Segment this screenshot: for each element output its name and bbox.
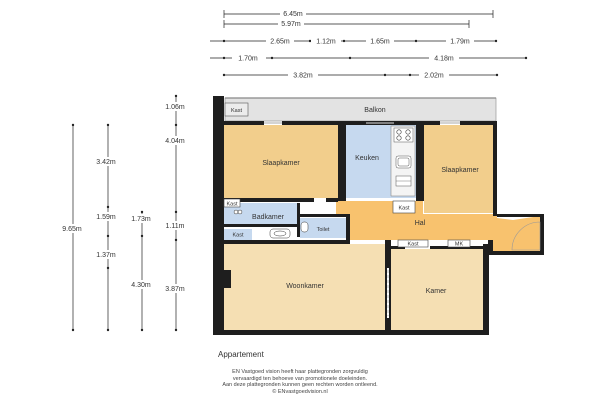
dim-173: 1.73m [131, 216, 151, 223]
disclaimer [0, 369, 600, 395]
dim-balkon-depth: 1.06m [165, 104, 185, 111]
kamer-label: Kamer [425, 288, 447, 295]
disclaimer-line: © ENvastgoedvision.nl [272, 388, 328, 395]
kast-bedroom-label: Kast [226, 201, 238, 208]
keuken-label: Keuken [355, 155, 379, 162]
dim-418: 4.18m [434, 55, 454, 63]
dim-342: 3.42m [96, 159, 116, 166]
slaapkamer-1-label: Slaapkamer [262, 160, 300, 167]
kast-hall-2-label: Kast [407, 241, 419, 248]
dim-middle-width: 1.12m [316, 38, 336, 46]
dim-202: 2.02m [424, 72, 444, 80]
dim-inner-width: 5.97m [281, 21, 301, 28]
disclaimer-line: vervaardigd ten behoeve van promotionele doeleinden. [232, 375, 368, 382]
hal-label: Hal [414, 220, 426, 227]
dim-slaapkamer-width: 2.65m [270, 38, 290, 46]
kitchen-counter [391, 126, 415, 196]
dim-404: 4.04m [165, 138, 185, 145]
plan-caption: Appartement [218, 350, 264, 359]
dim-keuken-width: 1.65m [370, 38, 390, 46]
dim-slaapkamer2-width: 1.79m [450, 38, 470, 46]
dim-137: 1.37m [96, 252, 116, 259]
balkon-label: Balkon [364, 107, 386, 114]
toilet-label: Toilet [316, 227, 330, 233]
dim-430: 4.30m [131, 282, 151, 289]
slaapkamer-2-label: Slaapkamer [441, 167, 479, 174]
woonkamer-label: Woonkamer [286, 283, 324, 290]
top-dimensions [210, 9, 527, 80]
dim-387: 3.87m [165, 286, 185, 293]
dim-382: 3.82m [293, 72, 313, 80]
disclaimer-line: Aan deze plattegronden kunnen geen rechten worden ontleend. [222, 382, 378, 388]
dim-159: 1.59m [96, 214, 116, 221]
left-dimensions [58, 95, 188, 331]
dim-total-width: 6.45m [283, 11, 303, 18]
dim-111: 1.11m [165, 223, 185, 230]
dim-170: 1.70m [238, 55, 258, 63]
kast-bath-label: Kast [232, 232, 244, 239]
disclaimer-line: EN Vastgoed vision heeft haar plattegronden zorgvuldig [232, 369, 368, 375]
kast-hall-label: Kast [398, 205, 410, 212]
dim-total-depth: 9.65m [62, 226, 82, 233]
mk-label: MK [454, 241, 464, 248]
balcony [225, 98, 496, 121]
balcony-kast-label: Kast [230, 108, 243, 114]
badkamer-label: Badkamer [252, 214, 284, 221]
